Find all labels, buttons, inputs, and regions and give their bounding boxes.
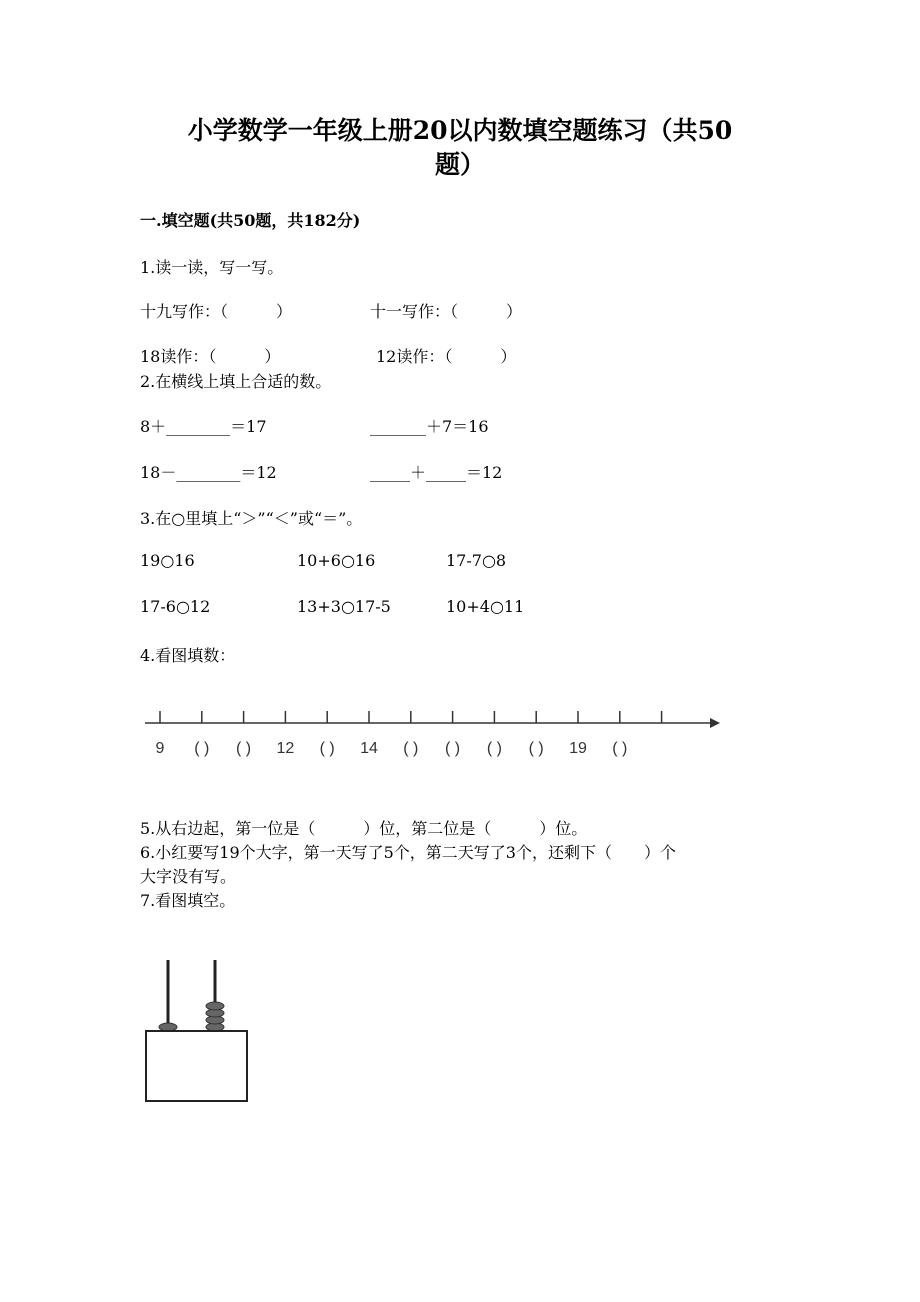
number-line-label: ( ): [319, 740, 335, 757]
abacus-bead: [159, 1023, 177, 1031]
abacus-svg: [140, 955, 255, 1105]
number-line-label: ( ): [194, 740, 210, 757]
q2-item-d: _____＋_____＝12: [370, 463, 503, 482]
number-line-label: 14: [360, 740, 378, 757]
q3-item: 10+4○11: [446, 597, 525, 616]
q5-prompt: 5.从右边起，第一位是（ ）位，第二位是（ ）位。: [140, 819, 588, 838]
number-line-figure: [140, 705, 730, 769]
q1-item-a: 十九写作：（ ）: [140, 302, 293, 321]
q3-item: 13+3○17-5: [297, 597, 391, 616]
q3-item: 17-7○8: [446, 551, 507, 570]
number-line-label: ( ): [528, 740, 544, 757]
number-line-label: ( ): [612, 740, 628, 757]
title-line-1: 小学数学一年级上册20以内数填空题练习（共50: [187, 116, 733, 145]
q2-item-c: 18－________＝12: [140, 463, 277, 482]
abacus-base: [146, 1031, 247, 1101]
q7-prompt: 7.看图填空。: [140, 891, 236, 910]
abacus-figure: [140, 955, 255, 1109]
q6-line-1: 6.小红要写19个大字，第一天写了5个，第二天写了3个，还剩下（ ）个: [140, 843, 676, 862]
q2-item-a: 8＋________＝17: [140, 417, 267, 436]
q3-prompt: 3.在○里填上“＞”“＜”或“＝”。: [140, 509, 363, 528]
q4-prompt: 4.看图填数：: [140, 646, 236, 665]
abacus-bead: [206, 1002, 224, 1010]
number-line-label: ( ): [403, 740, 419, 757]
number-line-label: ( ): [445, 740, 461, 757]
q1-item-c: 18读作：（ ）: [140, 347, 281, 366]
q6-line-2: 大字没有写。: [140, 867, 237, 886]
q1-item-b: 十一写作：（ ）: [370, 302, 523, 321]
number-line-label: 9: [155, 740, 165, 757]
number-line-label: ( ): [486, 740, 502, 757]
q1-prompt: 1.读一读，写一写。: [140, 258, 284, 277]
title-line-2: 题）: [434, 150, 485, 179]
q3-item: 10+6○16: [297, 551, 376, 570]
number-line-arrow: [710, 718, 720, 728]
number-line-svg: [140, 705, 730, 765]
number-line-label: ( ): [236, 740, 252, 757]
q3-item: 19○16: [140, 551, 195, 570]
q3-item: 17-6○12: [140, 597, 211, 616]
page-title: [120, 114, 800, 182]
q1-item-d: 12读作：（ ）: [376, 347, 517, 366]
section-heading: 一.填空题(共50题，共182分): [140, 211, 361, 230]
q2-prompt: 2.在横线上填上合适的数。: [140, 372, 332, 391]
number-line-label: 19: [569, 740, 587, 757]
number-line-label: 12: [276, 740, 295, 757]
q2-item-b: _______＋7＝16: [370, 417, 489, 436]
